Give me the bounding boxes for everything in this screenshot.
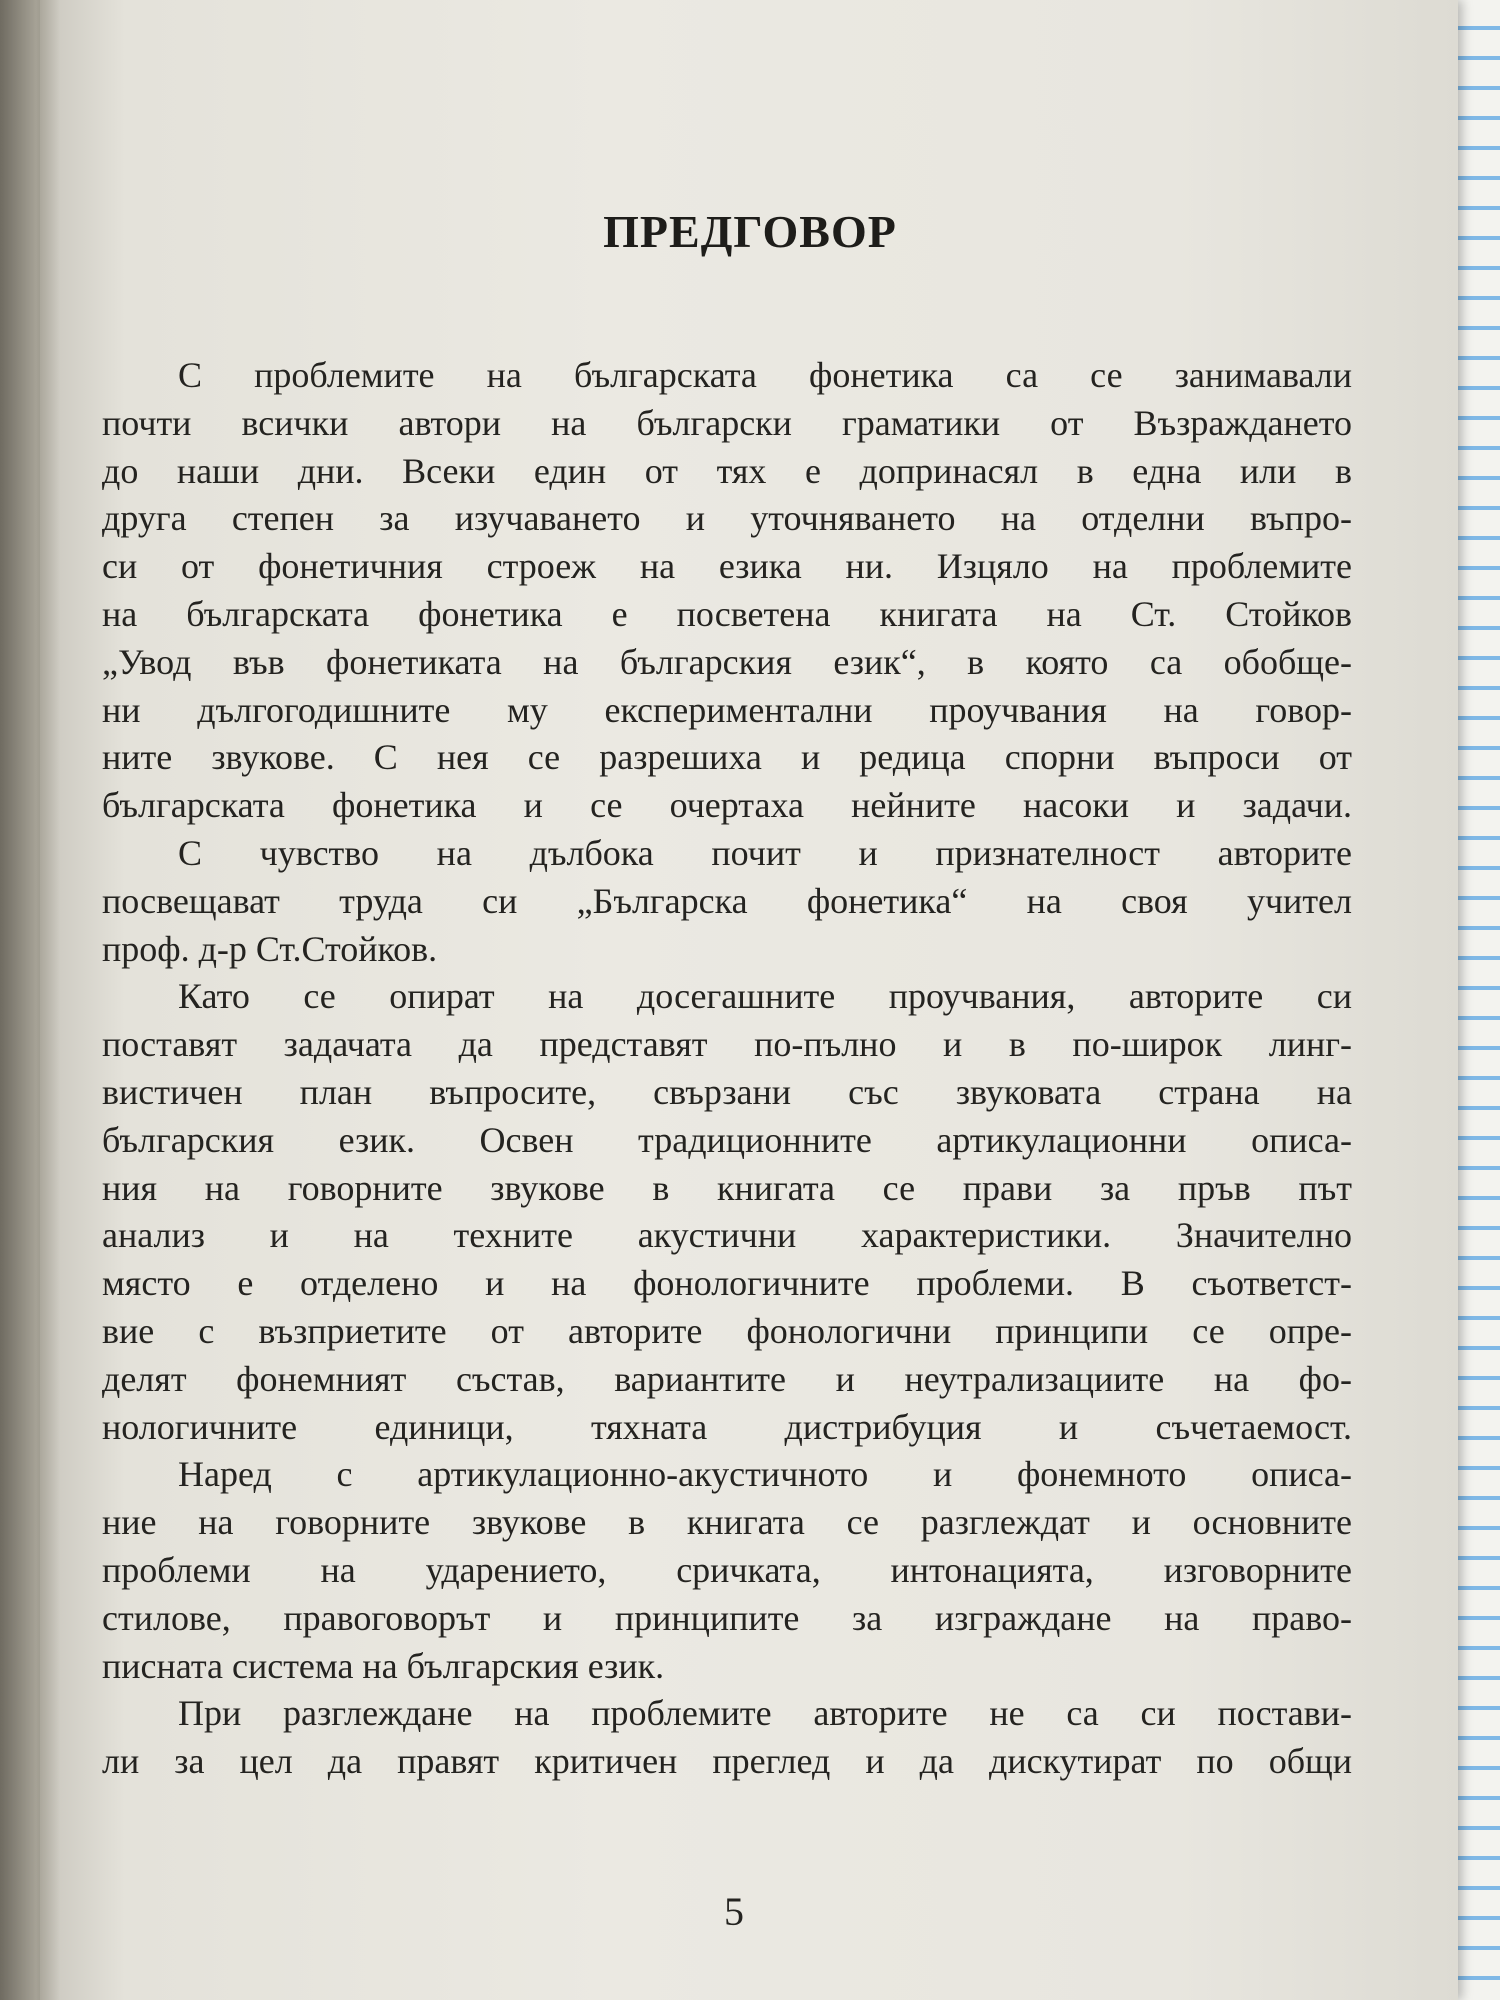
text-line: си от фонетичния строеж на езика ни. Изцяло на проблемите: [102, 546, 1352, 587]
text-line: Наред с артикулационно-акустичното и фонемното описа-: [178, 1454, 1352, 1495]
text-line: вистичен план въпросите, свързани със звуковата страна на: [102, 1071, 1352, 1112]
text-line: С чувство на дълбока почит и признателност авторите: [178, 832, 1352, 873]
text-line: „Увод във фонетиката на българския език“, в която са обобще-: [102, 641, 1352, 682]
text-line: ните звукове. С нея се разрешиха и редица спорни въпроси от: [102, 737, 1352, 778]
text-line: анализ и на техните акустични характеристики. Значително: [102, 1215, 1352, 1256]
text-line: проблеми на ударението, сричката, интонацията, изговорните: [102, 1549, 1352, 1590]
text-line: вие с възприетите от авторите фонологични принципи се опре-: [102, 1310, 1352, 1351]
body-text: [102, 352, 1352, 1786]
page-number: 5: [724, 1889, 744, 1934]
text-line: нологичните единици, тяхната дистрибуция и съчетаемост.: [102, 1406, 1352, 1447]
text-line: С проблемите на българската фонетика са се занимавали: [178, 355, 1352, 395]
text-line: ние на говорните звукове в книгата се разглеждат и основните: [102, 1502, 1352, 1543]
text-line: почти всички автори на български граматики от Възраждането: [102, 402, 1352, 443]
text-line: друга степен за изучаването и уточняването на отделни въпро-: [102, 498, 1352, 539]
text-line: стилове, правоговорът и принципите за изграждане на право-: [102, 1597, 1352, 1638]
text-line: на българската фонетика е посветена книгата на Ст. Стойков: [102, 593, 1352, 634]
text-line: ни дългогодишните му експериментални проучвания на говор-: [102, 689, 1352, 730]
text-line: поставят задачата да представят по-пълно и в по-широк линг-: [102, 1024, 1352, 1065]
text-line: ли за цел да правят критичен преглед и да дискутират по общи: [102, 1741, 1352, 1782]
page-title: ПРЕДГОВОР: [603, 206, 897, 257]
text-line: българската фонетика и се очертаха нейните насоки и задачи.: [102, 785, 1352, 826]
text-line: ния на говорните звукове в книгата се прави за пръв път: [102, 1167, 1352, 1208]
text-line: При разглеждане на проблемите авторите не са си постави-: [178, 1693, 1352, 1734]
text-line: проф. д-р Ст.Стойков.: [102, 928, 438, 969]
text-line: посвещават труда си „Българска фонетика“ на своя учител: [102, 880, 1352, 921]
text-line: Като се опират на досегашните проучвания, авторите си: [178, 976, 1352, 1017]
page-gutter-shadow: [0, 0, 60, 2000]
text-line: делят фонемният състав, вариантите и неутрализациите на фо-: [102, 1358, 1352, 1399]
text-line: до наши дни. Всеки един от тях е допринасял в една или в: [102, 450, 1352, 491]
text-line: място е отделено и на фонологичните проблеми. В съответст-: [102, 1263, 1352, 1304]
text-line: писната система на българския език.: [102, 1645, 665, 1686]
text-line: българския език. Освен традиционните артикулационни описа-: [102, 1119, 1352, 1160]
